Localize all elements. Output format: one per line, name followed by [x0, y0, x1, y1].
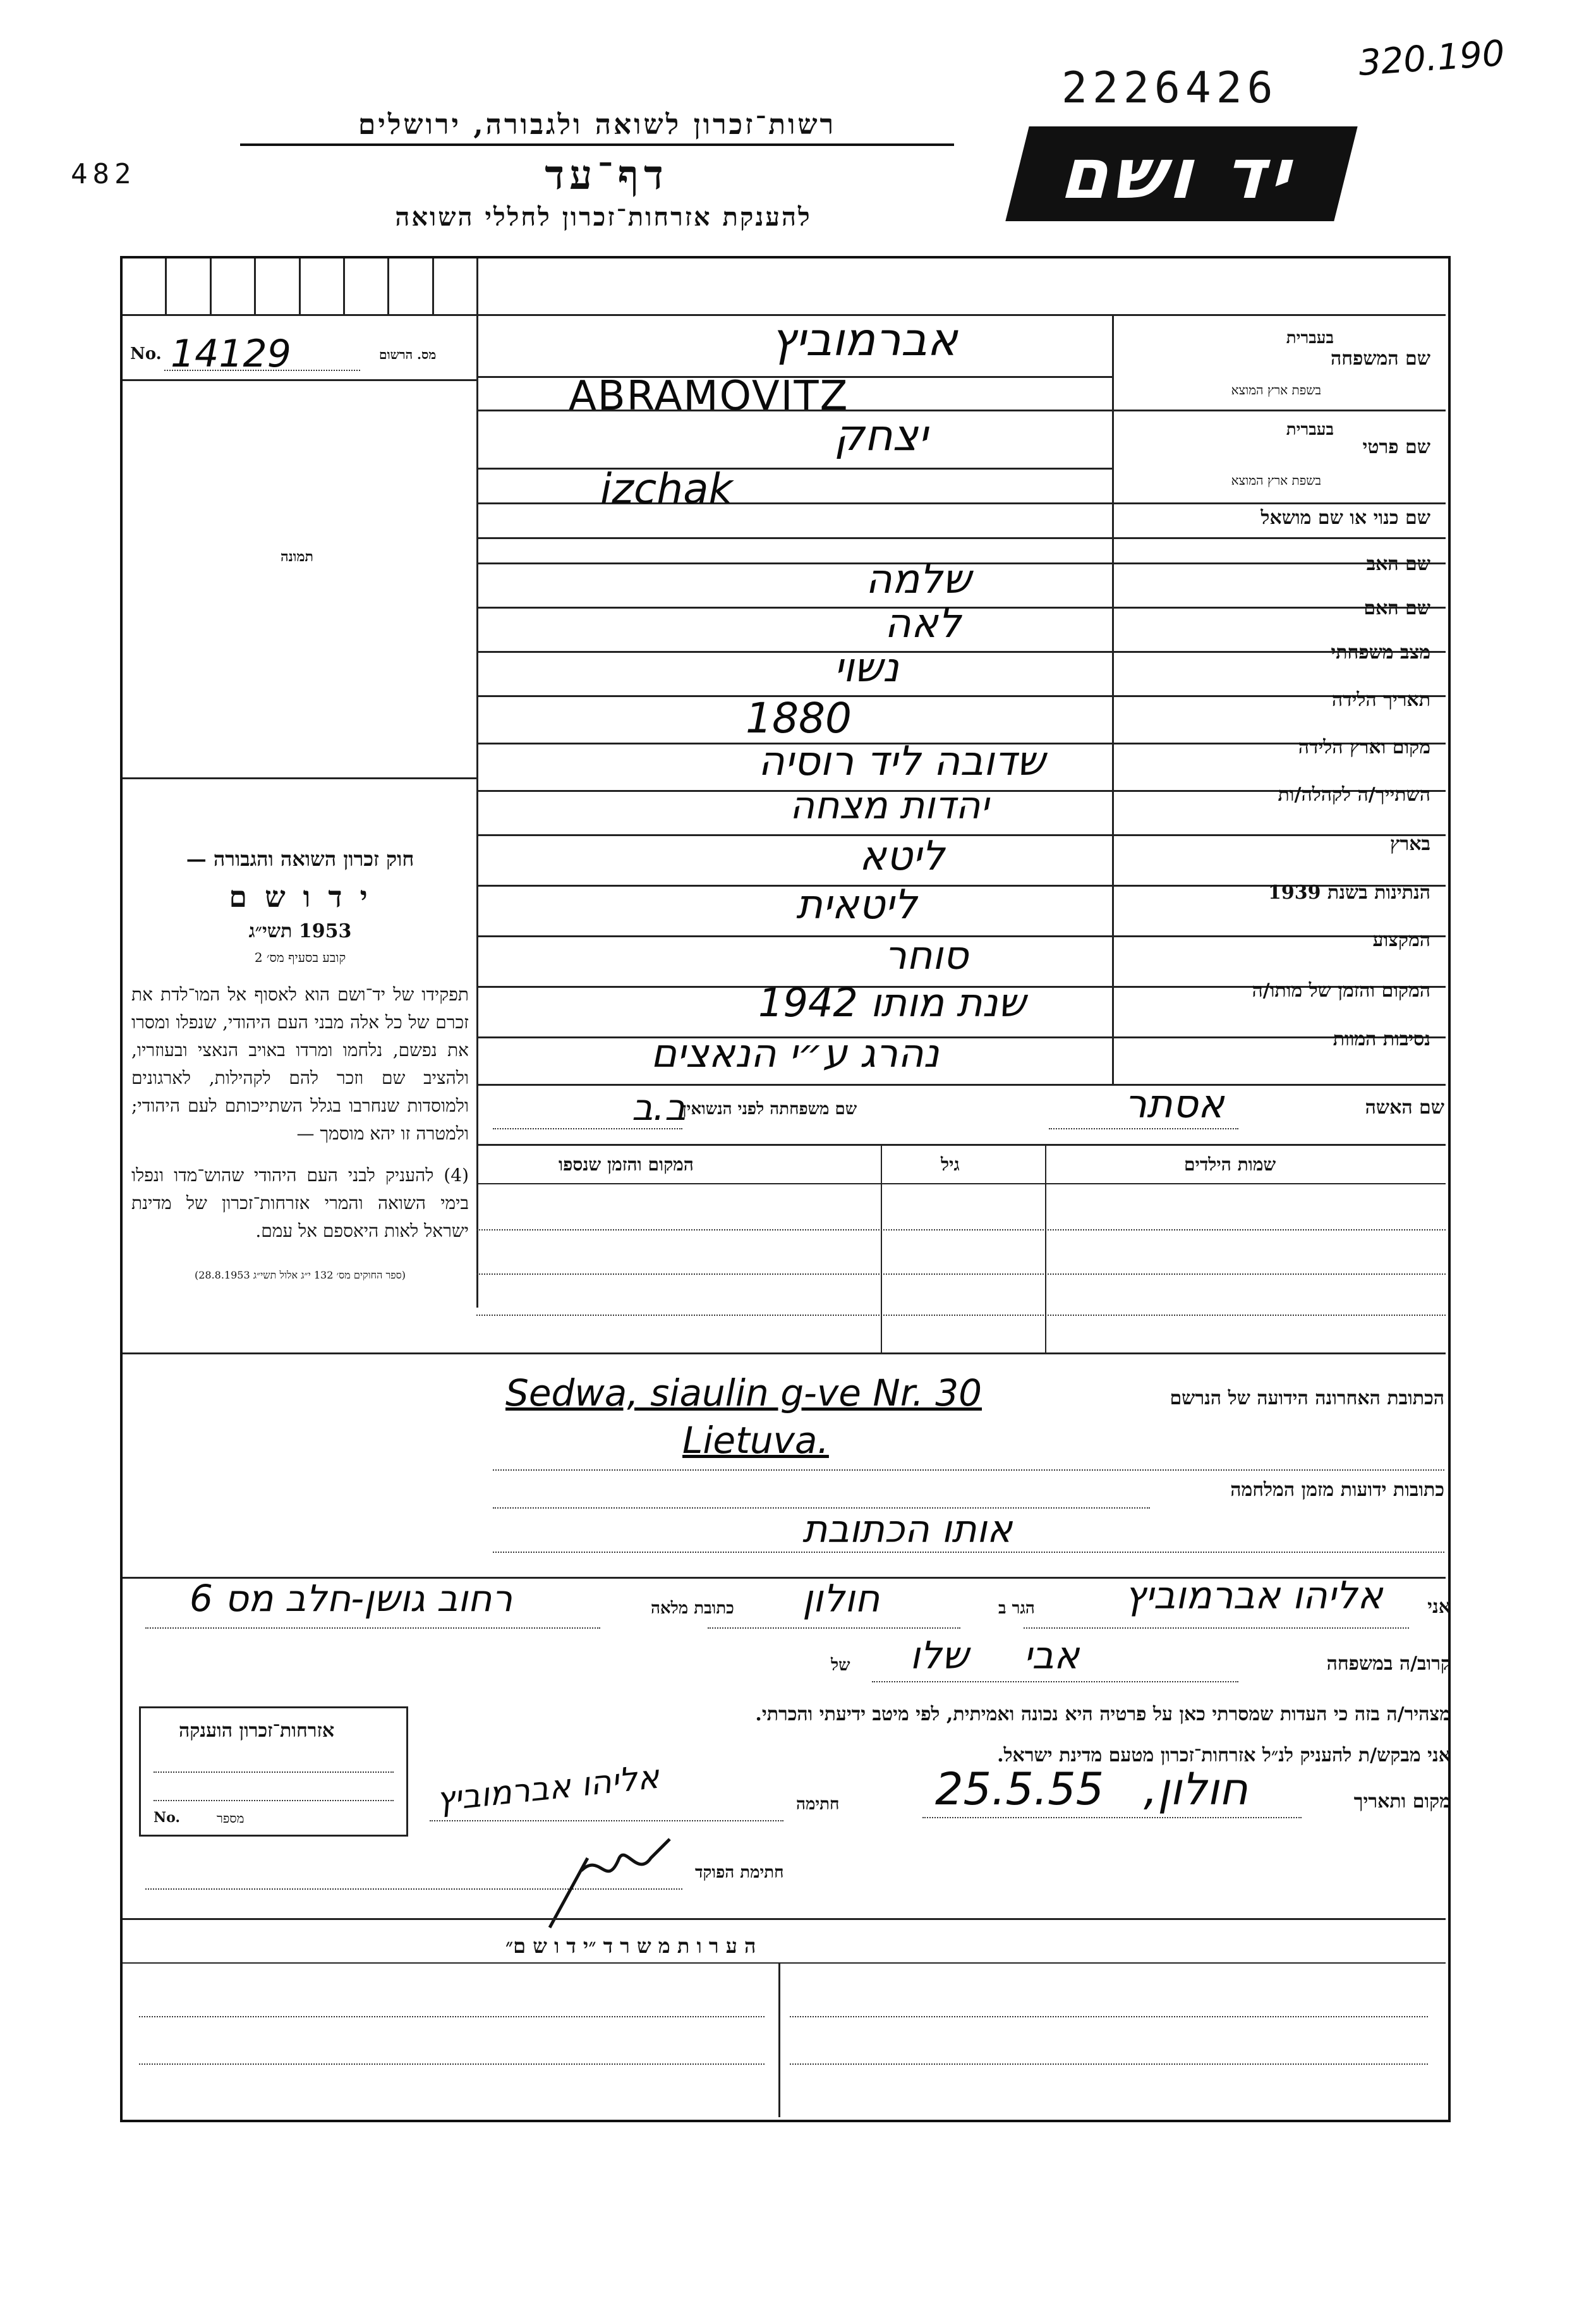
birth-place-label: מקום וארץ הלידה: [1298, 736, 1430, 758]
nickname-label: שם כנוי או שם מושאל: [1260, 507, 1430, 529]
law-clause-4: (4) להעניק לבני העם היהודי שהוש־מדו ונפלו בימי השואה והמרי אזרחות־זכרון של מדינת ישראל לאות היאספם אל עמם.: [131, 1165, 469, 1241]
profession-label: המקצוע: [1372, 929, 1430, 951]
declarant-address: רחוב גושן-חלב מס 6: [190, 1577, 513, 1620]
declaration-place: חולון,: [1144, 1763, 1248, 1815]
nationality-1939-value: ליטאית: [796, 882, 917, 928]
children-place-time-header: המקום והזמן שנספו: [559, 1154, 694, 1175]
declarant-of-label: של: [831, 1656, 850, 1675]
father-name-value: שלמה: [866, 556, 971, 603]
country-label: בארץ: [1389, 833, 1430, 855]
declarant-ani-label: אני: [1427, 1596, 1451, 1618]
wartime-address-value: אותו הכתובת: [802, 1507, 1013, 1552]
declarant-relation-suffix: שלו: [910, 1634, 969, 1678]
corner-note: 320.190: [1357, 33, 1506, 84]
surname-hebrew-sublabel: בעברית: [1286, 329, 1334, 348]
surname-label: שם המשפחה: [1330, 348, 1430, 370]
declarant-relation: אבי: [1024, 1634, 1080, 1678]
death-place-time-label: המקום והזמן של מותו/ה: [1252, 980, 1430, 1002]
declarant-signature: אליהו אברמוביץ: [434, 1758, 662, 1820]
last-address-line1: Sedwa, siaulin g-ve Nr. 30: [505, 1371, 982, 1414]
birth-date-value: 1880: [746, 694, 852, 743]
first-name-origin-value: izchak: [600, 465, 733, 513]
declarant-name: אליהו אברמוביץ: [1125, 1574, 1383, 1618]
mother-name-label: שם האם: [1363, 597, 1430, 619]
surname-origin-value: ABRAMOVITZ: [569, 373, 849, 420]
request-text: אני מבקש/ת להעניק לנ״ל אזרחות־זכרון מטעם מדינת ישראל.: [997, 1744, 1451, 1766]
birth-date-label: תאריך הלידה: [1331, 689, 1430, 711]
mother-name-value: לאה: [885, 600, 961, 647]
law-box: [131, 847, 469, 1282]
wife-maiden-value: ב.ב: [632, 1086, 686, 1129]
form-title: דף־עד: [545, 152, 668, 199]
death-place-time-value: שנת מותו 1942: [758, 980, 1026, 1026]
surname-origin-sublabel: בשפת ארץ המוצא: [1231, 382, 1321, 398]
marital-status-value: נשוי: [834, 645, 899, 691]
law-footnote: (ספר החוקים מס׳ 132 י״ג אלול תשי״ג 28.8.1953): [194, 1269, 406, 1281]
children-names-header: שמות הילדים: [1184, 1154, 1276, 1175]
law-name: י ד ו ש ם: [229, 880, 372, 914]
death-circumstances-value: נהרג ע״י הנאצים: [651, 1030, 940, 1076]
photo-label: תמונה: [281, 549, 313, 565]
declarant-resides-label: הגר ב: [998, 1599, 1035, 1618]
country-value: ליטא: [859, 833, 945, 880]
wife-name-value: אסתר: [1125, 1081, 1224, 1127]
profession-value: סוחר: [885, 932, 969, 978]
first-name-hebrew-sublabel: בעברית: [1286, 420, 1334, 439]
declaration-text: מצהיר/ה בזה כי העדות שמסרתי כאן על פרטיה היא נכונה ואמיתית, לפי מיטב ידיעתי והכרתי.: [755, 1703, 1451, 1725]
nationality-1939-label: הנתינות בשנת 1939: [1267, 882, 1430, 904]
registration-number: [126, 332, 468, 376]
place-date-label: מקום ותאריך: [1353, 1790, 1451, 1813]
yad-vashem-logo: יד ושם: [1005, 126, 1357, 221]
top-code-boxes: [123, 258, 476, 314]
officer-signature-label: חתימת הפוקד: [695, 1863, 784, 1882]
citizenship-no-label-he: מספר: [217, 1811, 245, 1826]
last-address-label: הכתובת האחרונה הידועה של הנרשם: [1170, 1387, 1444, 1409]
authority-name: רשות־זכרון לשואה ולגבורה, ירושלים: [240, 109, 954, 146]
registration-no-label-he: מס. הרשום: [379, 347, 437, 362]
marital-status-label: מצב משפחתי: [1331, 641, 1430, 664]
birth-place-value: שדובה ליד רוסיה: [758, 738, 1046, 785]
citizenship-no-label: No.: [154, 1809, 181, 1826]
left-number: 482: [71, 158, 136, 190]
community-value: יהדות מצחה: [790, 784, 989, 828]
wife-name-label: שם האשה: [1365, 1097, 1444, 1119]
first-name-label: שם פרטי: [1362, 436, 1430, 458]
declarant-address-label: כתובת מלאה: [651, 1599, 734, 1618]
law-title: חוק זכרון השואה והגבורה —: [186, 847, 414, 871]
signature-label: חתימה: [796, 1795, 840, 1814]
first-name-hebrew-value: יצחק: [834, 411, 928, 461]
law-body: תפקידו של יד־ושם הוא לאסוף אל המו־לדת את זכרם של כל אלה מבני העם היהודי, שנפלו ומסרו את נפשם, נלחמו ומרדו באויב הנאצי ובעוזריו, ולהציב שם וזכר להם לקהילות, לארגונים ולמוסדות שנחרבו בגלל השתייכותם לעם היהודי; ולמטרה זו יהא מוסמך —: [131, 984, 469, 1144]
community-label: השתייך/ה לקהלה/ות: [1278, 784, 1430, 806]
law-year: 1953 תשי״ג: [248, 920, 352, 942]
citizenship-granted-box: [139, 1706, 408, 1837]
form-subtitle: להענקת אזרחות־זכרון לחללי השואה: [395, 202, 812, 232]
father-name-label: שם האב: [1366, 553, 1430, 575]
document-number: 2226426: [1061, 63, 1278, 113]
death-circumstances-label: נסיבות המוות: [1333, 1028, 1430, 1050]
children-age-header: גיל: [941, 1154, 960, 1175]
children-table: [476, 1144, 1446, 1352]
photo-placeholder: [123, 379, 476, 777]
registration-no-value: 14129: [171, 332, 291, 376]
declaration-date: 25.5.55: [935, 1763, 1104, 1815]
wartime-address-label: כתובות ידועות מזמן המלחמה: [1230, 1479, 1444, 1501]
declarant-city: חולון: [802, 1577, 880, 1621]
first-name-origin-sublabel: בשפת ארץ המוצא: [1231, 473, 1321, 488]
wife-maiden-label: שם משפחתה לפני הנשואין: [682, 1100, 857, 1119]
last-address-line2: Lietuva.: [682, 1419, 829, 1462]
declarant-relation-label: קרוב/ה במשפחה: [1326, 1653, 1451, 1675]
citizenship-granted-title: אזרחות־זכרון הוענקה: [179, 1720, 335, 1742]
registration-no-label: No.: [130, 344, 162, 363]
office-notes-title: ה ע ר ו ת מ ש ר ד ״י ד ו ש ם״: [505, 1934, 756, 1958]
surname-hebrew-value: אברמוביץ: [771, 313, 958, 366]
law-clause: קובע בסעיף מס׳ 2: [254, 950, 346, 965]
